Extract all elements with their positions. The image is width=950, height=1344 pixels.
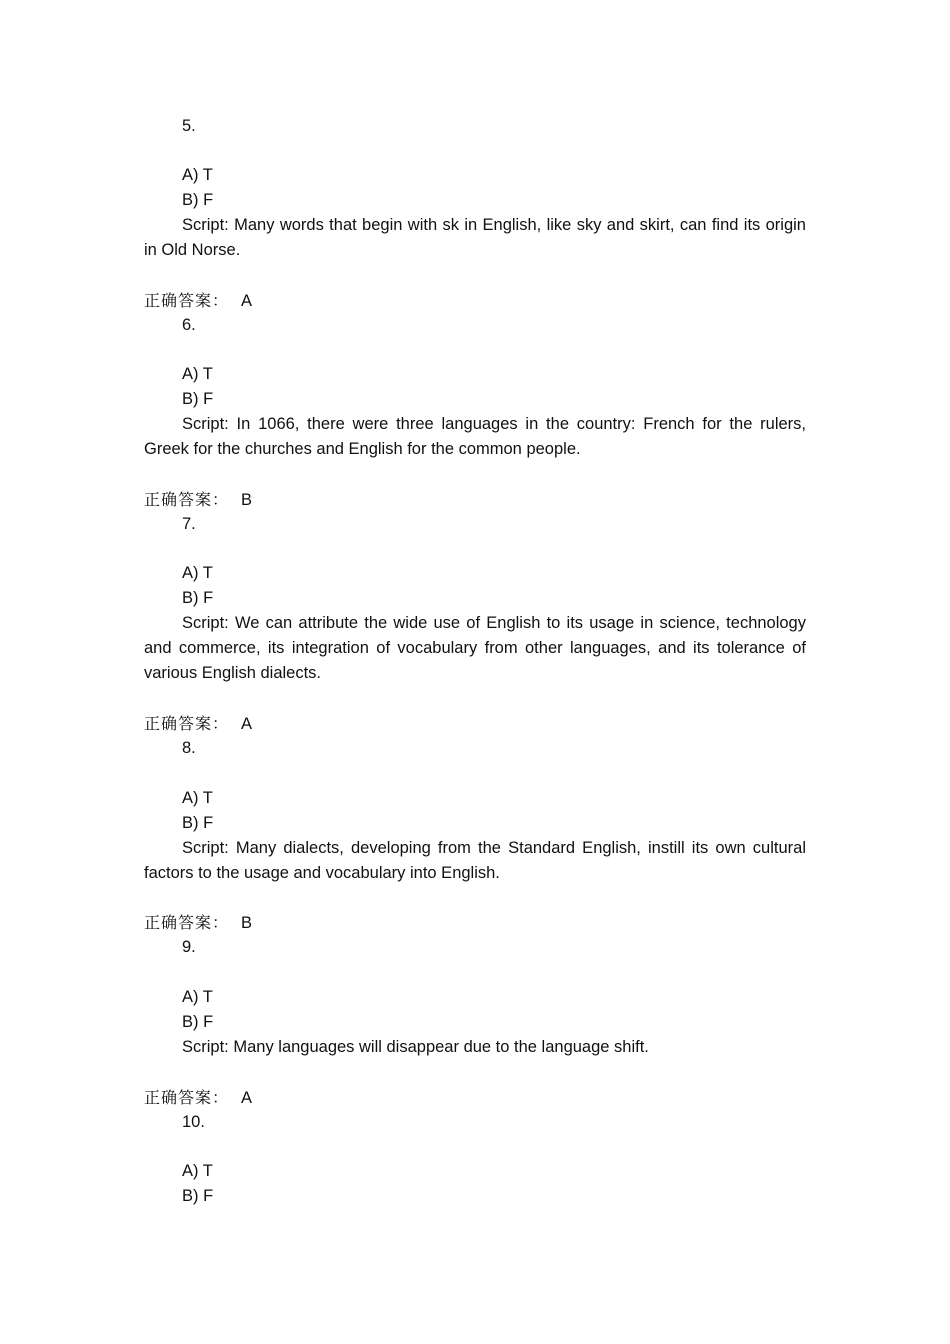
question-script: Script: Many dialects, developing from the Standard English, instill its own cultural factors to the usage and vocabulary into English. [144,839,806,882]
option-b: B) F [182,1013,214,1031]
correct-answer-value: B [241,914,253,932]
correct-answer-label: 正确答案： [144,714,230,733]
question-script: Script: In 1066, there were three languages in the country: French for the rulers, Greek for the churches and English for the common people. [144,415,806,458]
correct-answer [144,711,252,737]
correct-answer-label: 正确答案： [144,913,230,932]
question-number: 6. [182,316,196,334]
correct-answer-value: A [241,1089,253,1107]
correct-answer-value: A [241,715,253,733]
option-b: B) F [182,1187,214,1205]
correct-answer [144,487,252,513]
question-script: Script: Many words that begin with sk in English, like sky and skirt, can find its origin in Old Norse. [144,216,806,259]
option-a: A) T [182,365,213,383]
option-a: A) T [182,564,213,582]
correct-answer-label: 正确答案： [144,291,230,310]
option-a: A) T [182,1162,213,1180]
option-a: A) T [182,166,213,184]
option-a: A) T [182,988,213,1006]
correct-answer-value: B [241,491,253,509]
question-script: Script: Many languages will disappear due to the language shift. [182,1038,649,1056]
question-number: 7. [182,515,196,533]
correct-answer-label: 正确答案： [144,490,230,509]
option-a: A) T [182,789,213,807]
option-b: B) F [182,390,214,408]
correct-answer-value: A [241,292,253,310]
correct-answer [144,288,252,314]
correct-answer [144,910,252,936]
option-b: B) F [182,589,214,607]
question-script: Script: We can attribute the wide use of English to its usage in science, technology and commerce, its integration of vocabulary from other languages, and its tolerance of various English dialects. [144,614,806,682]
question-number: 10. [182,1113,205,1131]
option-b: B) F [182,191,214,209]
question-number: 8. [182,739,196,757]
correct-answer-label: 正确答案： [144,1088,230,1107]
question-number: 5. [182,117,196,135]
correct-answer [144,1085,252,1111]
option-b: B) F [182,814,214,832]
question-number: 9. [182,938,196,956]
